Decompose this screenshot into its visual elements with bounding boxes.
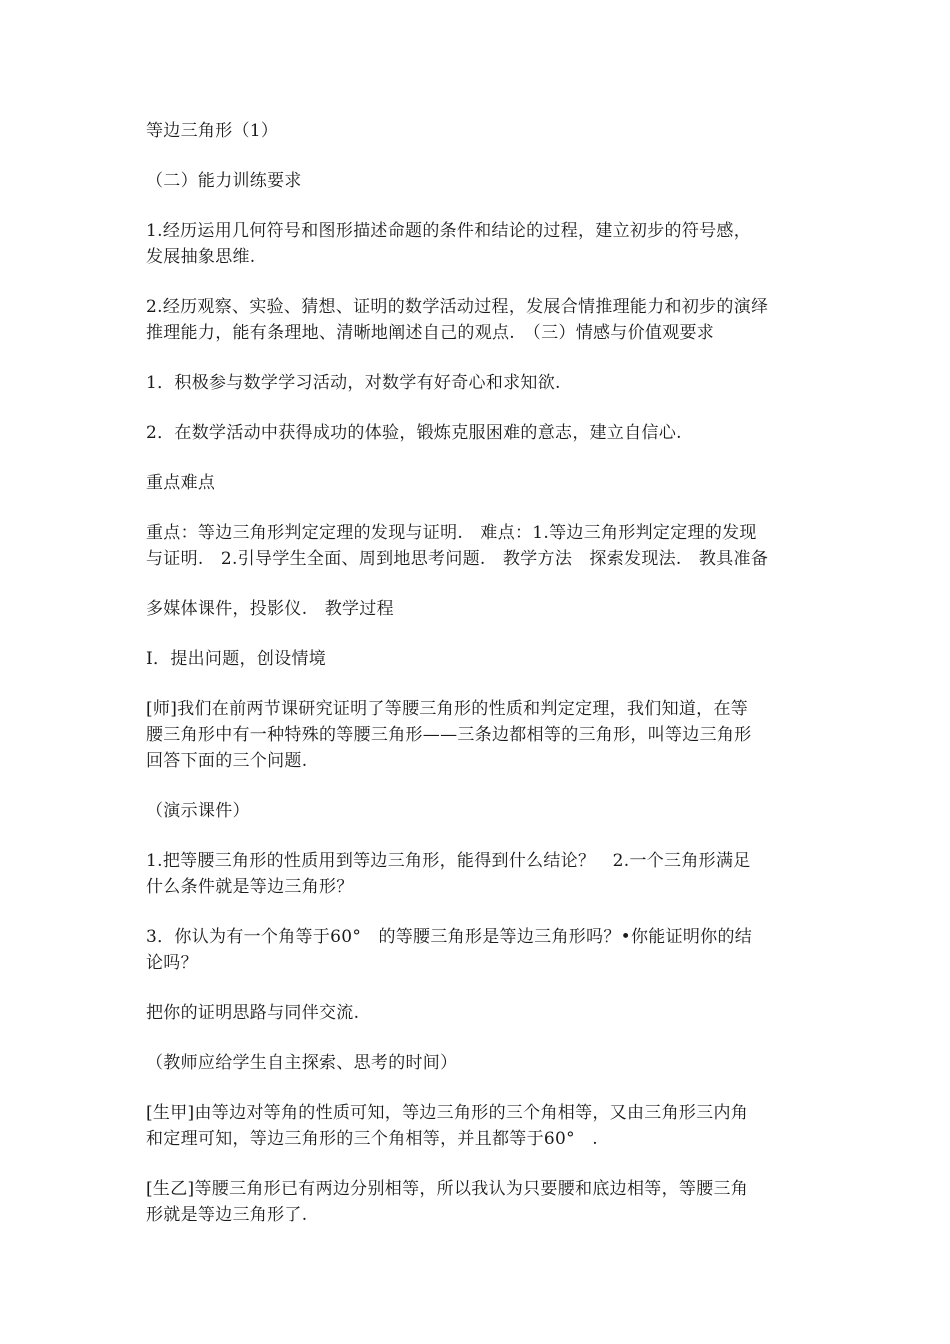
text-line: 1．积极参与数学学习活动，对数学有好奇心和求知欲. [146, 373, 561, 393]
text-line: 多媒体课件，投影仪. 教学过程 [146, 599, 394, 619]
ability-requirement-2 [146, 294, 814, 346]
key-points-heading [146, 470, 814, 496]
emotion-requirement-2 [146, 420, 814, 446]
question-3 [146, 924, 814, 976]
text-line: （教师应给学生自主探索、思考的时间） [146, 1053, 458, 1073]
questions-1-2 [146, 848, 814, 900]
text-line: 重点难点 [146, 473, 216, 493]
text-line: Ⅰ．提出问题，创设情境 [146, 649, 327, 669]
text-line: 腰三角形中有一种特殊的等腰三角形——三条边都相等的三角形，叫等边三角形 [146, 725, 752, 745]
text-line: 发展抽象思维. [146, 247, 256, 267]
teacher-note [146, 1050, 814, 1076]
teaching-tools [146, 596, 814, 622]
text-line: 什么条件就是等边三角形？ [146, 877, 354, 897]
emotion-requirement-1 [146, 370, 814, 396]
text-line: 等边三角形（1） [146, 121, 279, 141]
ability-requirement-1 [146, 218, 814, 270]
text-line: 推理能力，能有条理地、清晰地阐述自己的观点. （三）情感与价值观要求 [146, 323, 715, 343]
student-b-answer [146, 1176, 814, 1228]
text-line: 形就是等边三角形了. [146, 1205, 308, 1225]
teacher-paragraph [146, 696, 814, 774]
text-line: （二）能力训练要求 [146, 171, 302, 191]
text-line: 与证明. 2.引导学生全面、周到地思考问题. 教学方法 探索发现法. 教具准备 [146, 549, 769, 569]
share-instruction [146, 1000, 814, 1026]
text-line: [生甲]由等边对等角的性质可知，等边三角形的三个角相等，又由三角形三内角 [146, 1103, 749, 1123]
text-line: 3．你认为有一个角等于60° 的等腰三角形是等边三角形吗？•你能证明你的结 [146, 927, 753, 947]
text-line: 1.经历运用几何符号和图形描述命题的条件和结论的过程，建立初步的符号感， [146, 221, 752, 241]
text-line: 把你的证明思路与同伴交流. [146, 1003, 360, 1023]
key-points-content [146, 520, 814, 572]
text-line: 1.把等腰三角形的性质用到等边三角形，能得到什么结论？ 2.一个三角形满足 [146, 851, 751, 871]
text-line: [师]我们在前两节课研究证明了等腰三角形的性质和判定定理，我们知道，在等 [146, 699, 749, 719]
text-line: 论吗？ [146, 953, 198, 973]
document-page [146, 118, 814, 1252]
text-line: 2．在数学活动中获得成功的体验，锻炼克服困难的意志，建立自信心. [146, 423, 682, 443]
text-line: 回答下面的三个问题. [146, 751, 308, 771]
student-a-answer [146, 1100, 814, 1152]
text-line: 重点：等边三角形判定定理的发现与证明. 难点：1.等边三角形判定定理的发现 [146, 523, 757, 543]
text-line: 2.经历观察、实验、猜想、证明的数学活动过程，发展合情推理能力和初步的演绎 [146, 297, 769, 317]
demo-note [146, 798, 814, 824]
text-line: [生乙]等腰三角形已有两边分别相等，所以我认为只要腰和底边相等，等腰三角 [146, 1179, 749, 1199]
text-line: 和定理可知，等边三角形的三个角相等，并且都等于60° . [146, 1129, 598, 1149]
text-line: （演示课件） [146, 801, 250, 821]
section-heading-ability [146, 168, 814, 194]
step-heading-1 [146, 646, 814, 672]
document-title [146, 118, 814, 144]
